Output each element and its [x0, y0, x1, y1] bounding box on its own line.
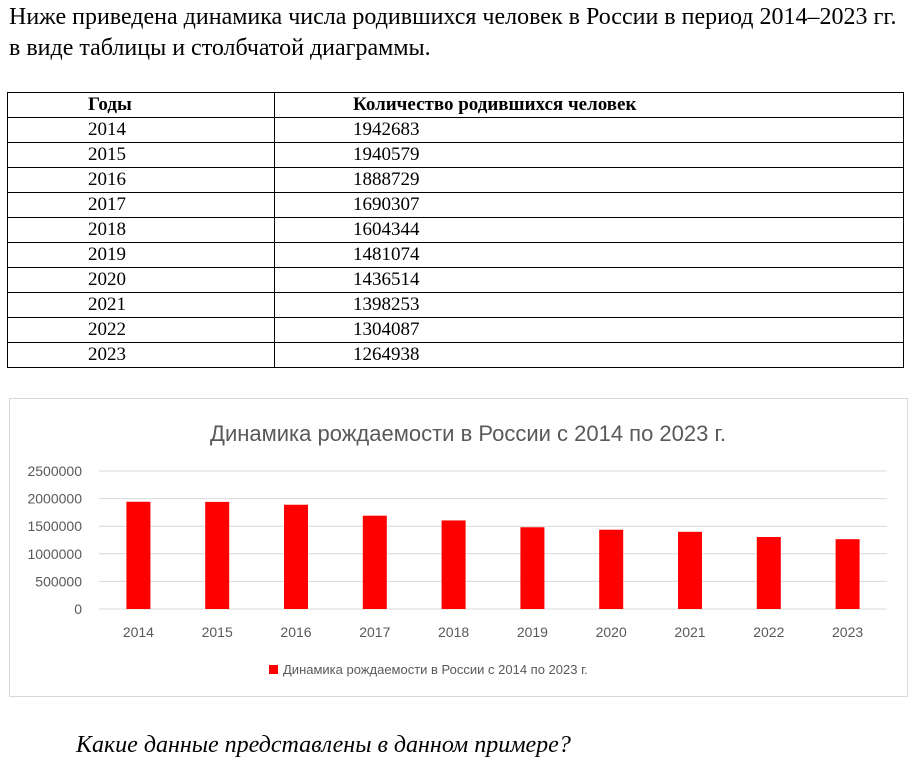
births-cell: 1940579: [275, 143, 904, 168]
x-axis-ticks: [123, 624, 864, 640]
y-tick-label: 1000000: [27, 545, 82, 562]
births-cell: 1690307: [275, 193, 904, 218]
births-cell: 1481074: [275, 243, 904, 268]
year-cell: 2015: [8, 143, 275, 168]
bar-chart: [9, 398, 908, 697]
header-years: Годы: [8, 93, 275, 118]
legend-label: Динамика рождаемости в России с 2014 по 2023 г.: [283, 662, 588, 677]
table-row: [8, 293, 904, 318]
bars: [126, 502, 859, 609]
table-row: [8, 193, 904, 218]
legend-swatch: [269, 665, 278, 674]
header-births: Количество родившихся человек: [275, 93, 904, 118]
year-cell: 2021: [8, 293, 275, 318]
births-cell: 1398253: [275, 293, 904, 318]
year-cell: 2017: [8, 193, 275, 218]
bar-2015: [205, 502, 229, 609]
x-tick-label: 2018: [438, 624, 470, 640]
x-tick-label: 2016: [280, 624, 312, 640]
table-row: [8, 118, 904, 143]
births-cell: 1436514: [275, 268, 904, 293]
births-cell: 1304087: [275, 318, 904, 343]
births-table: [7, 92, 904, 368]
chart-title: Динамика рождаемости в России с 2014 по 2023 г.: [210, 421, 726, 446]
year-cell: 2016: [8, 168, 275, 193]
y-tick-label: 500000: [35, 573, 82, 590]
table-row: [8, 143, 904, 168]
x-tick-label: 2017: [359, 624, 391, 640]
chart-svg: [10, 399, 909, 698]
table-row: [8, 318, 904, 343]
x-tick-label: 2015: [201, 624, 233, 640]
births-cell: 1942683: [275, 118, 904, 143]
bar-2017: [363, 516, 387, 609]
x-tick-label: 2021: [674, 624, 706, 640]
y-tick-label: 2500000: [27, 463, 82, 479]
bar-2014: [126, 502, 150, 609]
table-row: [8, 168, 904, 193]
table-row: [8, 268, 904, 293]
bar-2018: [442, 520, 466, 609]
y-tick-label: 0: [74, 601, 82, 617]
year-cell: 2018: [8, 218, 275, 243]
x-tick-label: 2019: [516, 624, 548, 640]
bar-2016: [284, 505, 308, 609]
bar-2023: [836, 539, 860, 609]
intro-text: Ниже приведена динамика числа родившихся человек в России в период 2014–2023 гг. в виде таблицы и столбчатой диаграммы.: [9, 4, 897, 61]
bar-2019: [520, 527, 544, 609]
births-cell: 1604344: [275, 218, 904, 243]
y-tick-label: 1500000: [27, 518, 82, 535]
table-row: [8, 218, 904, 243]
y-tick-label: 2000000: [27, 490, 82, 507]
x-tick-label: 2022: [753, 624, 785, 640]
births-cell: 1888729: [275, 168, 904, 193]
bar-2020: [599, 530, 623, 609]
legend: [269, 662, 588, 677]
x-tick-label: 2020: [595, 624, 627, 640]
y-axis-ticks: [27, 463, 82, 617]
question-text: Какие данные представлены в данном примере?: [76, 732, 571, 758]
bar-2021: [678, 532, 702, 609]
table-row: [8, 243, 904, 268]
x-tick-label: 2014: [122, 624, 154, 640]
x-tick-label: 2023: [832, 624, 864, 640]
table-row: [8, 343, 904, 368]
year-cell: 2023: [8, 343, 275, 368]
bar-2022: [757, 537, 781, 609]
year-cell: 2019: [8, 243, 275, 268]
births-cell: 1264938: [275, 343, 904, 368]
year-cell: 2020: [8, 268, 275, 293]
year-cell: 2022: [8, 318, 275, 343]
table-header-row: [8, 93, 904, 118]
year-cell: 2014: [8, 118, 275, 143]
table-body: [8, 118, 904, 368]
